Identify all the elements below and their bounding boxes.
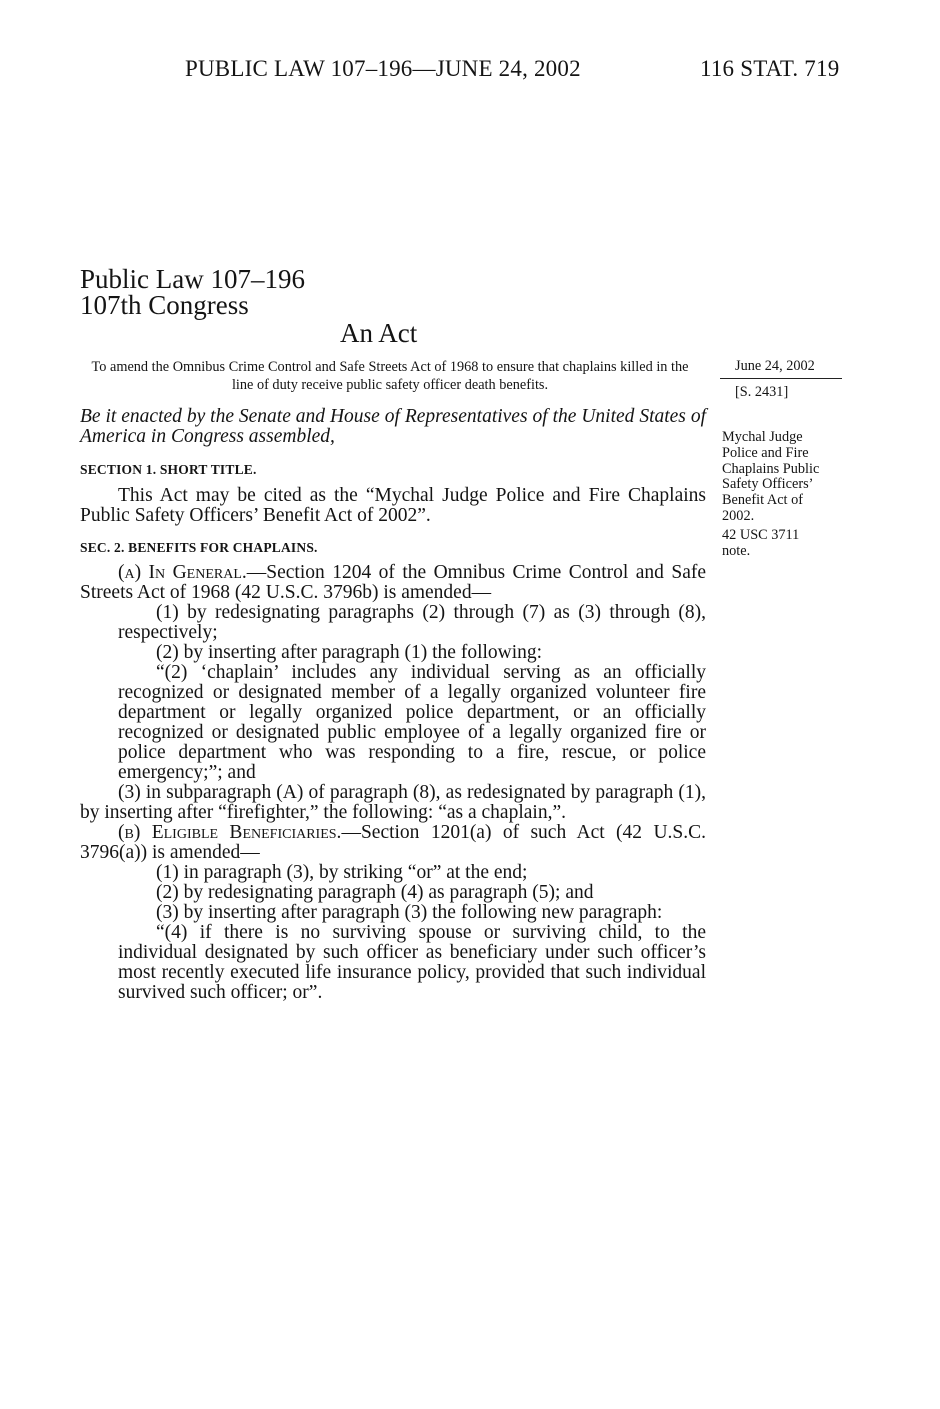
paragraph-a2: (2) by inserting after paragraph (1) the following: xyxy=(156,642,543,663)
section-2-body xyxy=(80,563,706,1003)
congress-label: 107th Congress xyxy=(80,290,249,320)
subsection-a-text: —Section 1204 of the Omnibus Crime Control and Safe Streets Act of 1968 (42 U.S.C. 3796b) is amended— xyxy=(80,562,706,603)
sidenote-line: Chaplains Public xyxy=(722,460,820,477)
section-1-text: This Act may be cited as the “Mychal Judge Police and Fire Chaplains Public Safety Officers’ Benefit Act of 2002”. xyxy=(80,485,706,526)
subsection-b-label: (b) Eligible Beneficiaries. xyxy=(118,822,342,843)
margin-usc-citation xyxy=(722,528,862,560)
paragraph-b1: (1) in paragraph (3), by striking “or” at the end; xyxy=(156,862,528,883)
sidenote-line: Police and Fire xyxy=(722,444,809,461)
paragraph-a1: (1) by redesignating paragraphs (2) through (7) as (3) through (8), respectively; xyxy=(118,602,706,643)
margin-date: June 24, 2002 xyxy=(735,358,815,374)
margin-sidenote-short-title xyxy=(722,430,862,525)
quoted-paragraph-4: “(4) if there is no surviving spouse or surviving child, to the individual designated by such officer as beneficiary under such officer’s most recently executed life insurance policy, provided that such individual survived such officer; or”. xyxy=(118,922,706,1003)
sidenote-line: Safety Officers’ xyxy=(722,476,814,493)
subsection-a-intro xyxy=(80,563,706,603)
subsection-b-text: —Section 1201(a) of such Act (42 U.S.C. 3796(a)) is amended— xyxy=(80,822,706,863)
subsection-a-label: (a) In General. xyxy=(118,562,247,583)
sidenote-line: 2002. xyxy=(722,507,755,524)
sidenote-line: Mychal Judge xyxy=(722,429,803,445)
section-2-heading: SEC. 2. BENEFITS FOR CHAPLAINS. xyxy=(80,540,318,555)
margin-bill-number: [S. 2431] xyxy=(735,384,789,400)
citation-line: 42 USC 3711 xyxy=(722,527,800,543)
margin-rule xyxy=(720,378,842,379)
running-header-stat-page: 116 STAT. 719 xyxy=(700,56,840,81)
running-header-title: PUBLIC LAW 107–196—JUNE 24, 2002 xyxy=(185,56,581,81)
quoted-definition-chaplain: “(2) ‘chaplain’ includes any individual serving as an officially recognized or designated member of a legally organized volunteer fire department or legally organized police department, or an officially recognized or designated public employee of a legally organized fire or police department who was responding to a fire, rescue, or police emergency;”; and xyxy=(118,662,706,783)
act-heading: An Act xyxy=(340,318,418,348)
paragraph-b3: (3) by inserting after paragraph (3) the following new paragraph: xyxy=(156,902,663,923)
citation-line: note. xyxy=(722,542,751,559)
sidenote-line: Benefit Act of xyxy=(722,492,803,509)
paragraph-a3: (3) in subparagraph (A) of paragraph (8), as redesignated by paragraph (1), by inserting after “firefighter,” the following: “as a chaplain,”. xyxy=(80,782,706,823)
subsection-b-intro xyxy=(80,823,706,863)
section-1-heading: SECTION 1. SHORT TITLE. xyxy=(80,462,257,477)
public-law-number: Public Law 107–196 xyxy=(80,264,305,294)
act-purpose: To amend the Omnibus Crime Control and Safe Streets Act of 1968 to ensure that chaplains killed in the line of duty receive public safety officer death benefits. xyxy=(91,359,689,393)
paragraph-b2: (2) by redesignating paragraph (4) as paragraph (5); and xyxy=(156,882,594,903)
enacting-clause: Be it enacted by the Senate and House of Representatives of the United States of America in Congress assembled, xyxy=(80,406,706,447)
